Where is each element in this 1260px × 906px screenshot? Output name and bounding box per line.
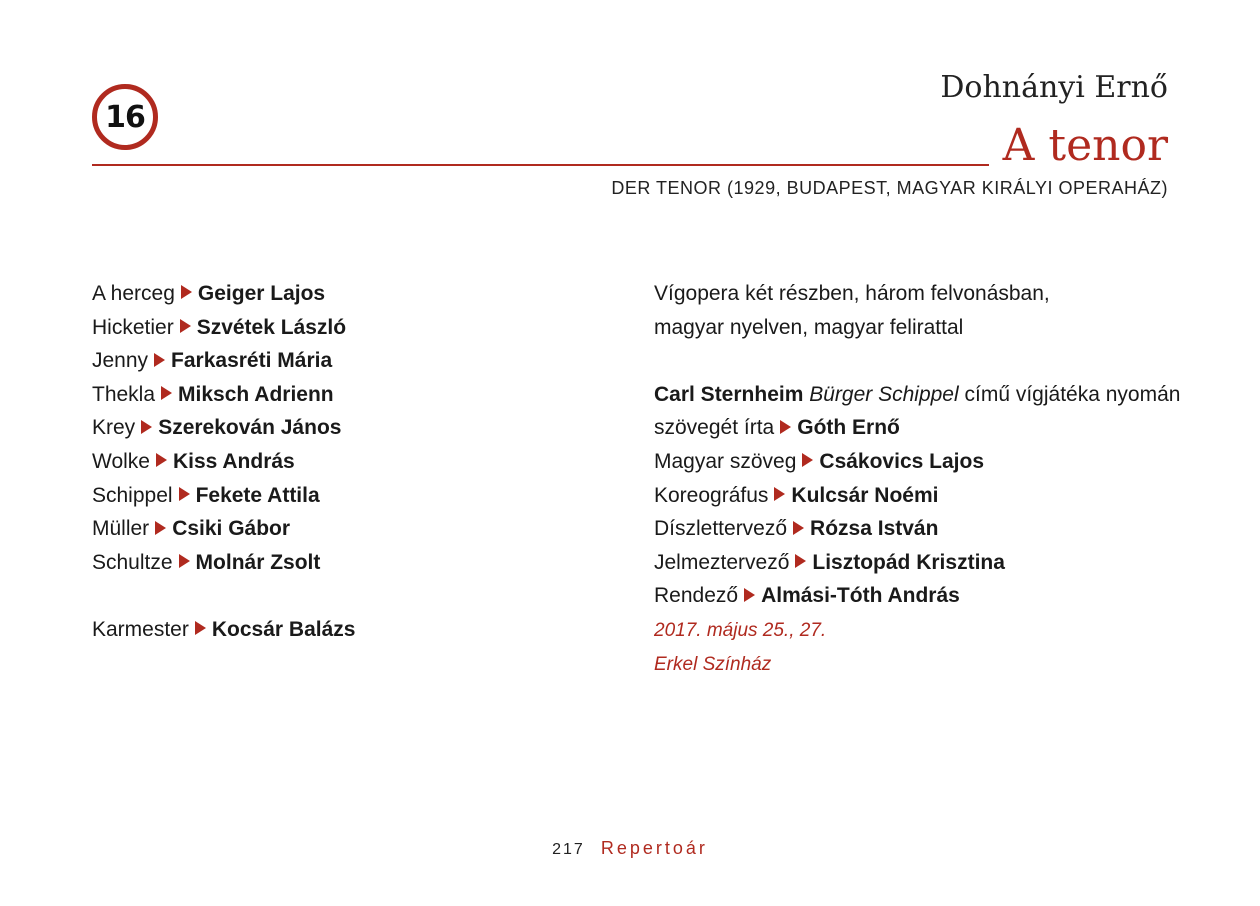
opera-subtitle: DER TENOR (1929, BUDAPEST, MAGYAR KIRÁLYI OPERAHÁZ): [611, 178, 1168, 198]
crew-name: Kulcsár Noémi: [791, 483, 939, 507]
arrow-icon: [179, 554, 190, 568]
genre-line: Vígopera két részben, három felvonásban,: [654, 282, 1050, 305]
cast-role: Krey: [92, 416, 136, 440]
cast-role: Müller: [92, 517, 150, 541]
cast-name: Csiki Gábor: [172, 517, 291, 541]
conductor-role: Karmester: [92, 617, 189, 641]
cast-row: [92, 277, 355, 311]
libretto-row: [654, 411, 1180, 445]
conductor-name: Kocsár Balázs: [211, 617, 356, 641]
crew-role: Rendező: [654, 584, 739, 608]
section-name: Repertoár: [600, 838, 708, 858]
spacer: [92, 579, 355, 613]
crew-row: [654, 445, 1180, 479]
cast-row: [92, 411, 355, 445]
info-column: [654, 277, 1180, 680]
libretto-name: Góth Ernő: [797, 416, 900, 440]
venue-text: Erkel Színház: [654, 653, 772, 675]
crew-role: Díszlettervező: [654, 517, 788, 541]
performance-venue: [654, 647, 1180, 681]
arrow-icon: [180, 319, 191, 333]
crew-row: [654, 579, 1180, 613]
cast-column: [92, 277, 355, 647]
cast-name: Szvétek László: [196, 315, 347, 339]
cast-row: [92, 344, 355, 378]
crew-name: Lisztopád Krisztina: [812, 550, 1005, 574]
cast-name: Farkasréti Mária: [171, 349, 333, 373]
opera-title: A tenor: [1002, 120, 1168, 171]
spacer: [654, 344, 1180, 378]
crew-name: Rózsa István: [810, 517, 939, 541]
arrow-icon: [802, 453, 813, 467]
cast-name: Kiss András: [172, 449, 295, 473]
cast-name: Miksch Adrienn: [178, 382, 334, 406]
conductor-row: [92, 613, 355, 647]
performance-dates: [654, 613, 1180, 647]
libretto-role: szövegét írta: [654, 416, 775, 440]
crew-row: [654, 512, 1180, 546]
crew-role: Magyar szöveg: [654, 449, 797, 473]
arrow-icon: [161, 386, 172, 400]
cast-role: Thekla: [92, 382, 156, 406]
cast-row: [92, 445, 355, 479]
source-author: Carl Sternheim: [654, 382, 804, 406]
production-number: 16: [105, 99, 145, 135]
arrow-icon: [155, 521, 166, 535]
cast-row: [92, 378, 355, 412]
crew-row: [654, 546, 1180, 580]
arrow-icon: [795, 554, 806, 568]
arrow-icon: [793, 521, 804, 535]
cast-row: [92, 311, 355, 345]
composer-name: Dohnányi Ernő: [940, 70, 1168, 105]
cast-row: [92, 546, 355, 580]
crew-role: Koreográfus: [654, 483, 769, 507]
cast-name: Szerekován János: [158, 416, 342, 440]
cast-role: Jenny: [92, 349, 149, 373]
arrow-icon: [156, 453, 167, 467]
crew-name: Csákovics Lajos: [819, 449, 984, 473]
crew-row: [654, 479, 1180, 513]
crew-name: Almási-Tóth András: [761, 584, 960, 608]
dates-text: 2017. május 25., 27.: [654, 619, 827, 641]
source-work: Bürger Schippel: [809, 382, 959, 406]
cast-row: [92, 512, 355, 546]
arrow-icon: [780, 420, 791, 434]
production-number-badge: [92, 84, 158, 150]
cast-role: Wolke: [92, 449, 150, 473]
page-footer: [0, 838, 1260, 859]
arrow-icon: [774, 487, 785, 501]
cast-role: Schippel: [92, 483, 173, 507]
arrow-icon: [181, 285, 192, 299]
arrow-icon: [141, 420, 152, 434]
header-rule: [92, 164, 989, 166]
language-line: magyar nyelven, magyar felirattal: [654, 315, 964, 339]
cast-name: Fekete Attila: [195, 483, 320, 507]
arrow-icon: [154, 353, 165, 367]
cast-name: Molnár Zsolt: [195, 550, 321, 574]
arrow-icon: [744, 588, 755, 602]
source-rest: című vígjátéka nyomán: [964, 382, 1181, 406]
crew-role: Jelmeztervező: [654, 550, 790, 574]
source-line: [654, 378, 1180, 412]
page-number: 217: [552, 841, 585, 858]
arrow-icon: [179, 487, 190, 501]
cast-role: A herceg: [92, 282, 175, 305]
cast-row: [92, 479, 355, 513]
cast-name: Geiger Lajos: [197, 282, 326, 305]
cast-role: Schultze: [92, 550, 173, 574]
arrow-icon: [195, 621, 206, 635]
cast-role: Hicketier: [92, 315, 174, 339]
